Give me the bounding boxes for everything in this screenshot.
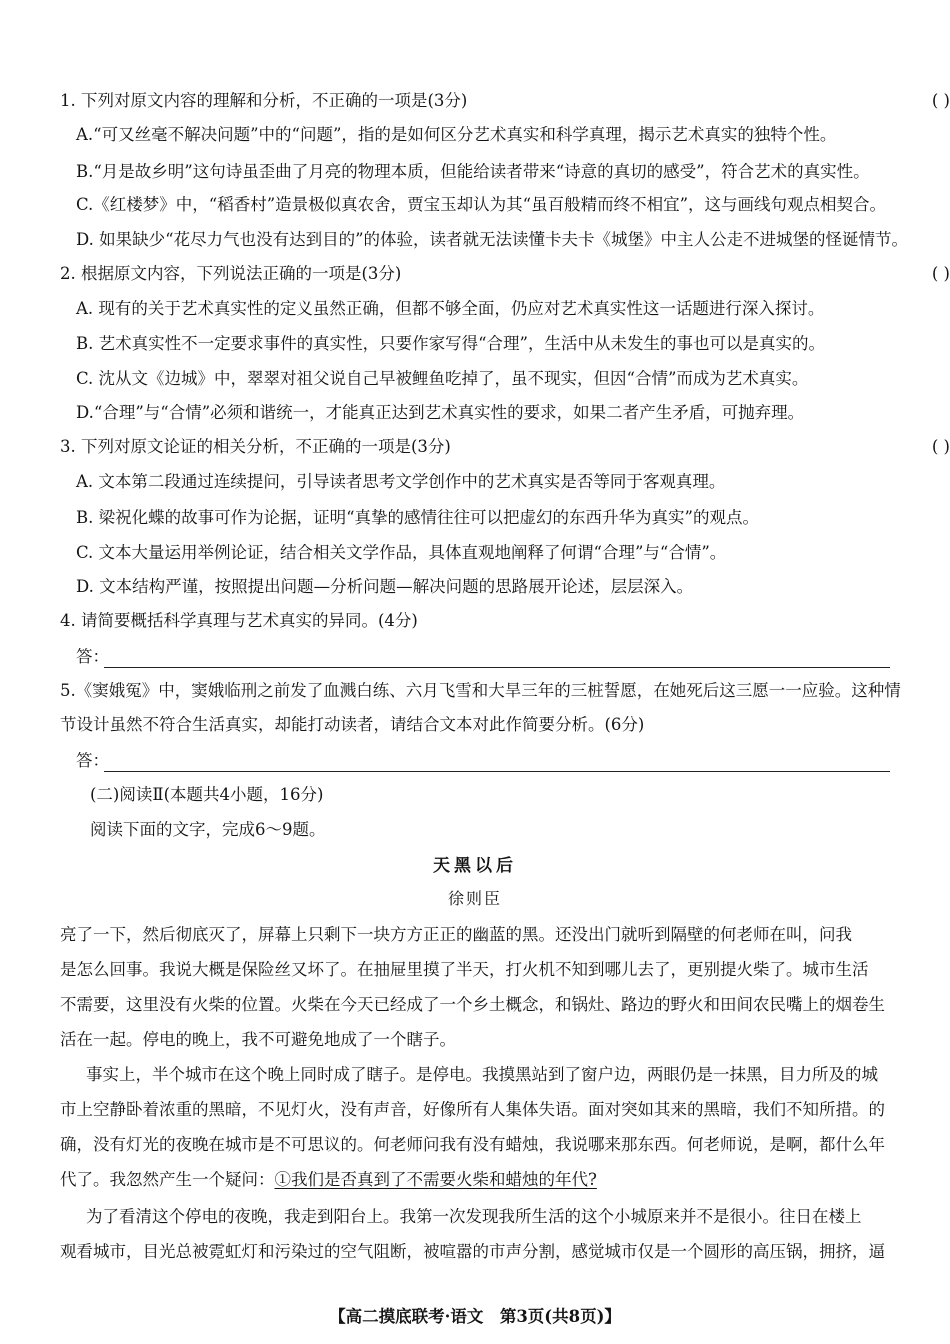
answer-label: 答： (76, 751, 109, 770)
question-3-stem (0, 430, 950, 464)
q1-option-a: A.“可又丝毫不解决问题”中的“问题”，指的是如何区分艺术真实和科学真理，揭示艺术真实的独特个性。 (76, 125, 837, 144)
answer-label: 答： (76, 647, 109, 666)
article-text: 代了。我忽然产生一个疑问： (60, 1170, 275, 1189)
article-line: 不需要，这里没有火柴的位置。火柴在今天已经成了一个乡土概念，和锅灶、路边的野火和田间农民嘴上的烟卷生 (60, 995, 885, 1014)
question-5-answer-area[interactable] (0, 744, 950, 778)
article-author: 徐则臣 (447, 889, 502, 908)
q2-option-d: D.“合理”与“合情”必须和谐统一，才能真正达到艺术真实性的要求，如果二者产生矛盾，可抛弃理。 (76, 403, 805, 422)
article-line: 亮了一下，然后彻底灭了，屏幕上只剩下一块方方正正的幽蓝的黑。还没出门就听到隔壁的何老师在叫，问我 (60, 925, 852, 944)
article-line: 为了看清这个停电的夜晚，我走到阳台上。我第一次发现我所生活的这个小城原来并不是很小。往日在楼上 (86, 1207, 862, 1226)
question-3-answer-paren: ( ) (931, 437, 950, 456)
question-4-stem: 4. 请简要概括科学真理与艺术真实的异同。(4分) (60, 611, 418, 630)
q1-option-c: C.《红楼梦》中，“稻香村”造景极似真农舍，贾宝玉却认为其“虽百般精而终不相宜”，这与画线句观点相契合。 (76, 195, 887, 214)
page-footer: 【高二摸底联考·语文 第3页(共8页)】 (329, 1307, 621, 1326)
question-2-answer-paren: ( ) (931, 264, 950, 283)
article-line: 确，没有灯光的夜晚在城市是不可思议的。何老师问我有没有蜡烛，我说哪来那东西。何老师说，是啊，都什么年 (60, 1135, 885, 1154)
question-5-stem-line-1: 5.《窦娥冤》中，窦娥临刑之前发了血溅白练、六月飞雪和大旱三年的三桩誓愿，在她死后这三愿一一应验。这种情 (60, 681, 901, 700)
q2-option-a: A. 现有的关于艺术真实性的定义虽然正确，但都不够全面，仍应对艺术真实性这一话题进行深入探讨。 (76, 299, 825, 318)
question-5-stem-line-2: 节设计虽然不符合生活真实，却能打动读者，请结合文本对此作简要分析。(6分) (60, 715, 645, 734)
article-line: 活在一起。停电的晚上，我不可避免地成了一个瞎子。 (60, 1030, 456, 1049)
question-3-text: 3. 下列对原文论证的相关分析，不正确的一项是(3分) (60, 437, 451, 456)
q3-option-a: A. 文本第二段通过连续提问，引导读者思考文学创作中的艺术真实是否等同于客观真理。 (76, 472, 726, 491)
q3-option-d: D. 文本结构严谨，按照提出问题—分析问题—解决问题的思路展开论述，层层深入。 (76, 577, 694, 596)
section-heading: (二)阅读Ⅱ(本题共4小题，16分) (90, 785, 324, 804)
answer-line (104, 771, 890, 772)
section-instruction: 阅读下面的文字，完成6～9题。 (90, 820, 326, 839)
article-line: 是怎么回事。我说大概是保险丝又坏了。在抽屉里摸了半天，打火机不知到哪儿去了，更别提火柴了。城市生活 (60, 960, 869, 979)
q3-option-b: B. 梁祝化蝶的故事可作为论据，证明“真挚的感情往往可以把虚幻的东西升华为真实”的观点。 (76, 508, 759, 527)
q3-option-c: C. 文本大量运用举例论证，结合相关文学作品，具体直观地阐释了何谓“合理”与“合情”。 (76, 543, 727, 562)
article-title: 天黑以后 (433, 856, 517, 876)
question-1-answer-paren: ( ) (931, 91, 950, 110)
q2-option-b: B. 艺术真实性不一定要求事件的真实性，只要作家写得“合理”，生活中从未发生的事也可以是真实的。 (76, 334, 825, 353)
q2-option-c: C. 沈从文《边城》中，翠翠对祖父说自己早被鲤鱼吃掉了，虽不现实，但因“合情”而成为艺术真实。 (76, 369, 809, 388)
article-line: 事实上，半个城市在这个晚上同时成了瞎子。是停电。我摸黑站到了窗户边，两眼仍是一抹黑，目力所及的城 (86, 1065, 878, 1084)
question-4-answer-area[interactable] (0, 640, 950, 674)
q1-option-d: D. 如果缺少“花尽力气也没有达到目的”的体验，读者就无法读懂卡夫卡《城堡》中主人公走不进城堡的怪诞情节。 (76, 230, 909, 249)
question-1-text: 1. 下列对原文内容的理解和分析，不正确的一项是(3分) (60, 91, 468, 110)
underlined-sentence-1: ①我们是否真到了不需要火柴和蜡烛的年代? (274, 1170, 597, 1189)
question-2-text: 2. 根据原文内容，下列说法正确的一项是(3分) (60, 264, 402, 283)
q1-option-b: B.“月是故乡明”这句诗虽歪曲了月亮的物理本质，但能给读者带来“诗意的真切的感受”，符合艺术的真实性。 (76, 162, 870, 181)
article-line (0, 1163, 950, 1197)
article-line: 观看城市，目光总被霓虹灯和污染过的空气阻断，被喧嚣的市声分割，感觉城市仅是一个圆形的高压锅，拥挤，逼 (60, 1242, 885, 1261)
article-line: 市上空静卧着浓重的黑暗，不见灯火，没有声音，好像所有人集体失语。面对突如其来的黑暗，我们不知所措。的 (60, 1100, 885, 1119)
answer-line (104, 667, 890, 668)
question-1-stem (0, 84, 950, 118)
question-2-stem (0, 257, 950, 291)
